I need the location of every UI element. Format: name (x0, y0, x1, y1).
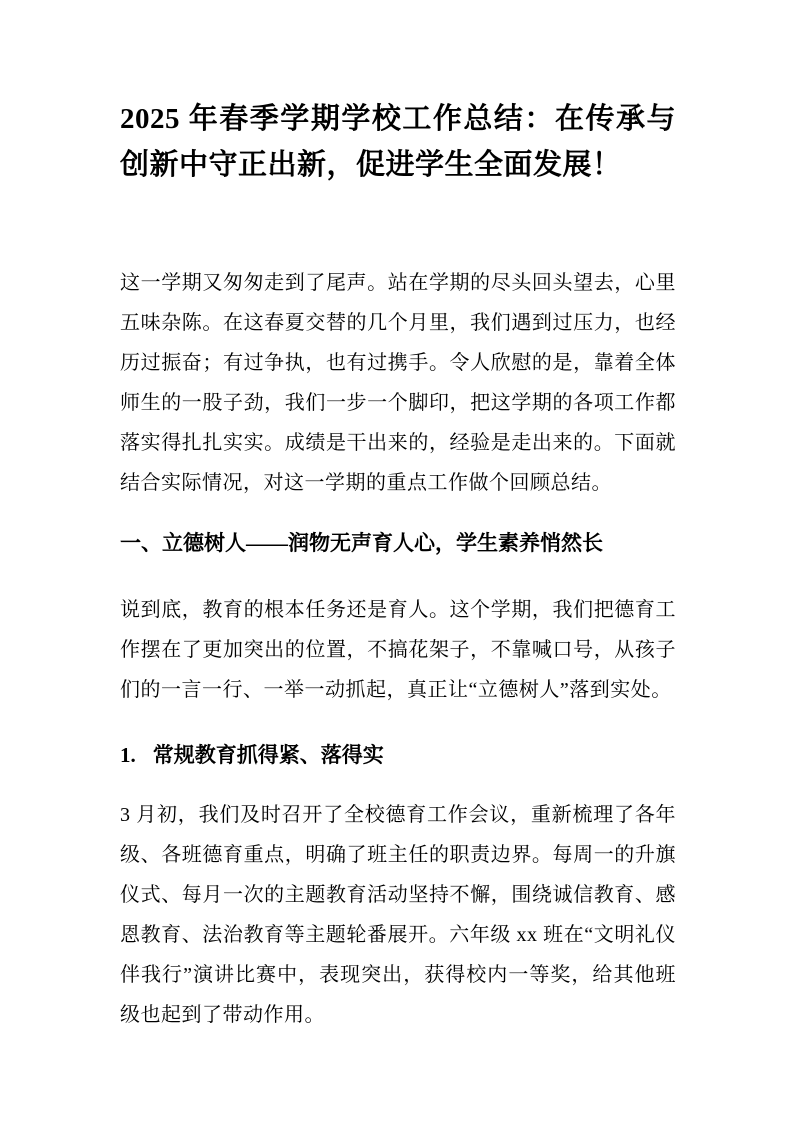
section-1-lead-paragraph: 说到底，教育的根本任务还是育人。这个学期，我们把德育工作摆在了更加突出的位置，不搞花架子，不靠喊口号，从孩子们的一言一行、一举一动抓起，真正让“立德树人”落到实处。 (120, 599, 676, 701)
document-title: 2025 年春季学期学校工作总结：在传承与创新中守正出新，促进学生全面发展！ (120, 103, 676, 181)
subsection-1-title: 常规教育抓得紧、落得实 (152, 743, 384, 767)
intro-paragraph: 这一学期又匆匆走到了尾声。站在学期的尽头回头望去，心里五味杂陈。在这春夏交替的几个月里，我们遇到过压力，也经历过振奋；有过争执，也有过携手。令人欣慰的是，靠着全体师生的一股子劲，我们一步一个脚印，把这学期的各项工作都落实得扎扎实实。成绩是干出来的，经验是走出来的。下面就结合实际情况，对这一学期的重点工作做个回顾总结。 (120, 272, 676, 494)
section-1-heading: 一、立德树人——润物无声育人心，学生素养悄然长 (120, 531, 603, 555)
subsection-1-number: 1. (120, 743, 136, 767)
subsection-1-body-paragraph: 3 月初，我们及时召开了全校德育工作会议，重新梳理了各年级、各班德育重点，明确了班主任的职责边界。每周一的升旗仪式、每月一次的主题教育活动坚持不懈，围绕诚信教育、感恩教育、法治教育等主题轮番展开。六年级 xx 班在“文明礼仪伴我行”演讲比赛中，表现突出，获得校内一等奖，给其他班级也起到了带动作用。 (120, 804, 676, 1026)
subsection-1-heading (120, 735, 676, 775)
